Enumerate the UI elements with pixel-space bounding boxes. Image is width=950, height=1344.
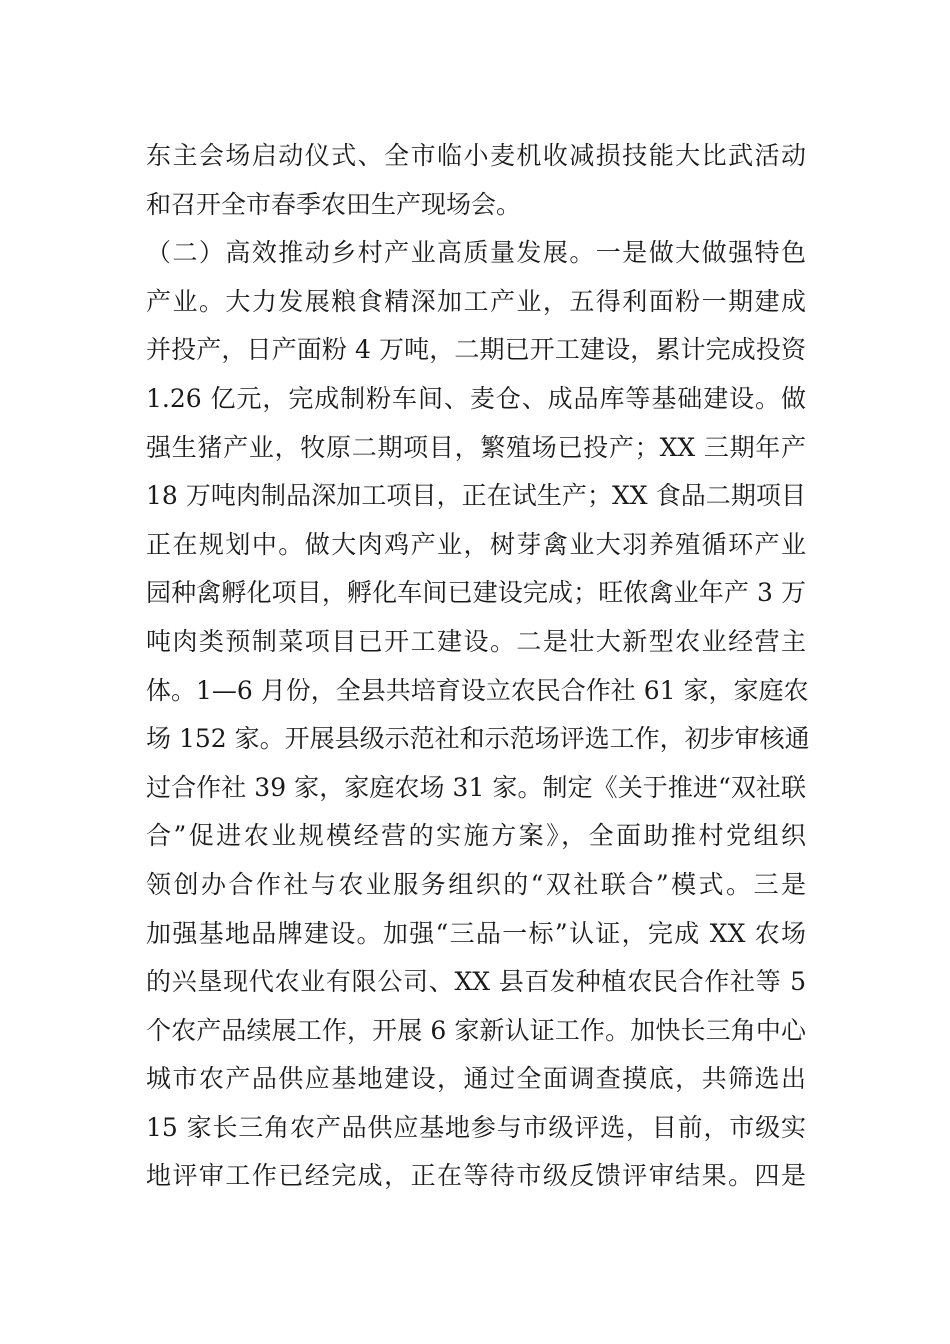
text-line: 的兴垦现代农业有限公司、XX 县百发种植农民合作社等 5 [146, 967, 806, 997]
text-line: 18 万吨肉制品深加工项目，正在试生产；XX 食品二期项目 [146, 481, 806, 511]
text-line: 东主会场启动仪式、全市临小麦机收减损技能大比武活动 [146, 141, 806, 170]
text-line: 过合作社 39 家，家庭农场 31 家。制定《关于推进“双社联 [146, 772, 806, 802]
text-line: 产业。大力发展粮食精深加工产业，五得利面粉一期建成 [146, 286, 806, 316]
text-line: 正在规划中。做大肉鸡产业，树芽禽业大羽养殖循环产业 [146, 529, 806, 559]
text-line: 15 家长三角农产品供应基地参与市级评选，目前，市级实 [146, 1112, 806, 1142]
text-line: 1.26 亿元，完成制粉车间、麦仓、成品库等基础建设。做 [146, 383, 806, 413]
text-line: 地评审工作已经完成，正在等待市级反馈评审结果。四是 [146, 1161, 806, 1191]
text-line: 城市农产品供应基地建设，通过全面调查摸底，共筛选出 [146, 1064, 806, 1094]
text-line: 场 152 家。开展县级示范社和示范场评选工作，初步审核通 [146, 724, 810, 754]
text-line: 合”促进农业规模经营的实施方案》，全面助推村党组织 [146, 821, 806, 851]
text-line: 加强基地品牌建设。加强“三品一标”认证，完成 XX 农场 [146, 918, 806, 948]
text-line: 吨肉类预制菜项目已开工建设。二是壮大新型农业经营主 [146, 626, 806, 656]
text-line: 园种禽孵化项目，孵化车间已建设完成；旺侬禽业年产 3 万 [146, 578, 806, 608]
document-body-text [146, 132, 810, 1201]
text-line: 并投产，日产面粉 4 万吨，二期已开工建设，累计完成投资 [146, 335, 806, 365]
text-line: 和召开全市春季农田生产现场会。 [146, 189, 522, 219]
text-line: 强生猪产业，牧原二期项目，繁殖场已投产；XX 三期年产 [146, 432, 806, 462]
text-line: （二）高效推动乡村产业高质量发展。一是做大做强特色 [146, 238, 806, 268]
text-line: 个农产品续展工作，开展 6 家新认证工作。加快长三角中心 [146, 1015, 806, 1045]
text-line: 体。1—6 月份，全县共培育设立农民合作社 61 家，家庭农 [146, 675, 809, 705]
text-line: 领创办合作社与农业服务组织的“双社联合”模式。三是 [146, 869, 806, 899]
